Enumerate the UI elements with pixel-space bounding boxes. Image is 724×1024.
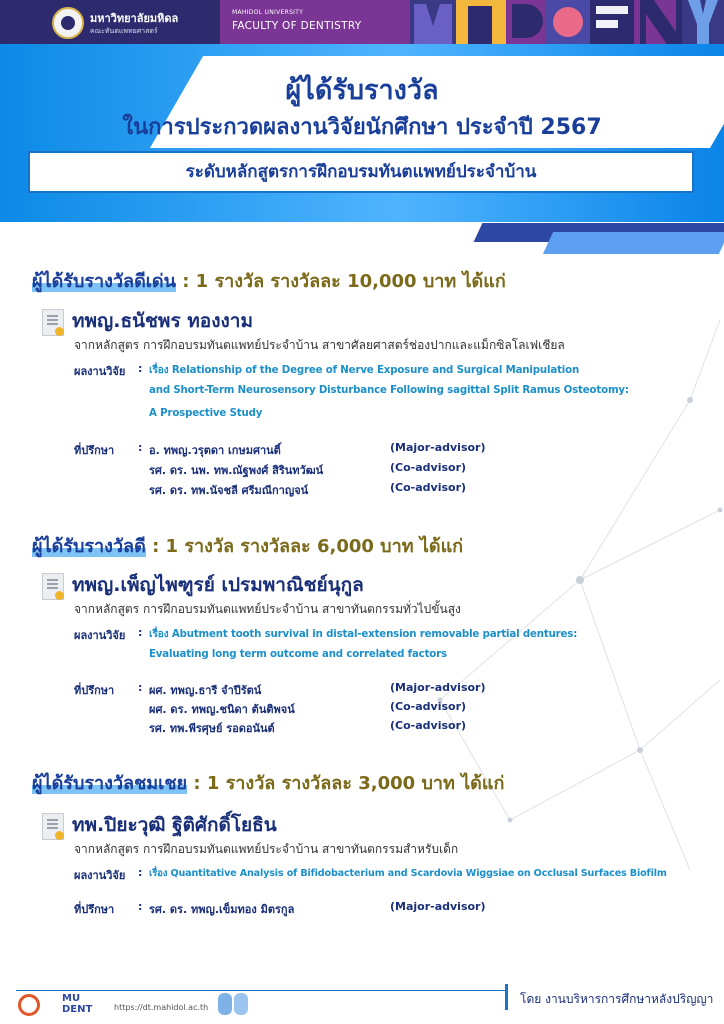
institution-logo-icon (18, 994, 40, 1016)
certificate-icon (42, 309, 64, 336)
certificate-icon (42, 813, 64, 840)
mascot-icon (234, 993, 248, 1015)
advisor-role: (Major-advisor) (390, 441, 486, 454)
colon: : (138, 441, 143, 454)
award-tier-3 (32, 768, 504, 797)
page-title: ผู้ได้รับรางวัล (285, 75, 439, 106)
award-tier-label: ผู้ได้รับรางวัลชมเชย (32, 773, 188, 794)
header-bar (0, 0, 724, 46)
university-name: มหาวิทยาลัยมหิดล (90, 12, 179, 25)
advisor-name: อ. ทพญ.วรุตดา เกษมศานติ์ (149, 444, 281, 457)
award-tier-detail: : 1 รางวัล รางวัลละ 6,000 บาท ได้แก่ (152, 536, 464, 557)
colon: : (138, 362, 143, 375)
mudent-graphic-logo (410, 0, 724, 46)
advisor-role: (Co-advisor) (390, 461, 467, 474)
winner-name: ทพญ.เพ็ญไพฑูรย์ เปรมพาณิชย์นุกูล (72, 574, 364, 596)
advisor-label: ที่ปรึกษา (74, 903, 115, 916)
colon: : (138, 900, 143, 913)
research-line: เรื่อง Quantitative Analysis of Bifidobacterium and Scardovia Wiggsiae on Occlusal Surfaces Biofilm (149, 868, 667, 879)
award-tier-1 (32, 266, 506, 295)
university-seal-icon (52, 7, 84, 39)
faculty-name: FACULTY OF DENTISTRY (232, 20, 362, 32)
advisor-role: (Co-advisor) (390, 700, 467, 713)
decor-stripe-light (543, 232, 724, 254)
award-tier-label: ผู้ได้รับรางวัลดีเด่น (32, 271, 176, 292)
faculty-block (220, 0, 410, 46)
page-subtitle: ในการประกวดผลงานวิจัยนักศึกษา ประจำปี 2567 (122, 115, 602, 140)
advisor-role: (Co-advisor) (390, 719, 467, 732)
program-level-box: ระดับหลักสูตรการฝึกอบรมทันตแพทย์ประจำบ้าน (28, 151, 694, 193)
advisor-role: (Co-advisor) (390, 481, 467, 494)
advisor-role: (Major-advisor) (390, 681, 486, 694)
research-label: ผลงานวิจัย (74, 365, 126, 378)
winner-name: ทพ.ปิยะวุฒิ ฐิติศักดิ์โยธิน (72, 814, 277, 836)
award-tier-2 (32, 531, 463, 560)
advisor-name: ผศ. ทพญ.ธารี จำปีรัตน์ (149, 684, 262, 697)
research-label: ผลงานวิจัย (74, 869, 126, 882)
footer-credit: โดย งานบริหารการศึกษาหลังปริญญา (520, 992, 714, 1006)
faculty-small-label: MAHIDOL UNIVERSITY (232, 9, 304, 16)
advisor-name: รศ. ดร. ทพ.นัจชลี ศรีมณีกาญจน์ (149, 484, 309, 497)
advisor-label: ที่ปรึกษา (74, 684, 115, 697)
mudent-logo: MU DENT (62, 993, 93, 1015)
advisor-name: รศ. ดร. ทพญ.เข็มทอง มิตรกูล (149, 903, 295, 916)
award-tier-label: ผู้ได้รับรางวัลดี (32, 536, 146, 557)
research-line: A Prospective Study (149, 408, 263, 419)
university-block (0, 0, 220, 46)
winner-program: จากหลักสูตร การฝึกอบรมทันตแพทย์ประจำบ้าน สาขาทันตกรรมสำหรับเด็ก (74, 842, 459, 856)
advisor-name: รศ. ดร. นพ. ทพ.ณัฐพงศ์ สิรินทวัฒน์ (149, 464, 324, 477)
colon: : (138, 626, 143, 639)
advisor-label: ที่ปรึกษา (74, 444, 115, 457)
advisor-name: ผศ. ดร. ทพญ.ชนิดา ต้นติพจน์ (149, 703, 295, 716)
award-tier-detail: : 1 รางวัล รางวัลละ 3,000 บาท ได้แก่ (193, 773, 505, 794)
research-label: ผลงานวิจัย (74, 629, 126, 642)
winner-program: จากหลักสูตร การฝึกอบรมทันตแพทย์ประจำบ้าน สาขาทันตกรรมทั่วไปขั้นสูง (74, 602, 461, 616)
winner-name: ทพญ.ธนัชพร ทองงาม (72, 310, 253, 332)
research-line: and Short-Term Neurosensory Disturbance Following sagittal Split Ramus Osteotomy: (149, 385, 629, 396)
colon: : (138, 681, 143, 694)
research-line: เรื่อง Relationship of the Degree of Nerve Exposure and Surgical Manipulation (149, 365, 580, 376)
certificate-icon (42, 573, 64, 600)
winner-program: จากหลักสูตร การฝึกอบรมทันตแพทย์ประจำบ้าน สาขาศัลยศาสตร์ช่องปากและแม็กซิลโลเฟเชียล (74, 338, 565, 352)
university-subtitle: คณะทันตแพทยศาสตร์ (90, 27, 158, 35)
research-line: Evaluating long term outcome and correlated factors (149, 649, 447, 660)
colon: : (138, 866, 143, 879)
mascot-icon (218, 993, 232, 1015)
research-line: เรื่อง Abutment tooth survival in distal-extension removable partial dentures: (149, 629, 578, 640)
advisor-role: (Major-advisor) (390, 900, 486, 913)
website-link[interactable]: https://dt.mahidol.ac.th (114, 1003, 209, 1012)
award-tier-detail: : 1 รางวัล รางวัลละ 10,000 บาท ได้แก่ (182, 271, 506, 292)
advisor-name: รศ. ทพ.พีรศุษย์ รอดอนันต์ (149, 722, 275, 735)
